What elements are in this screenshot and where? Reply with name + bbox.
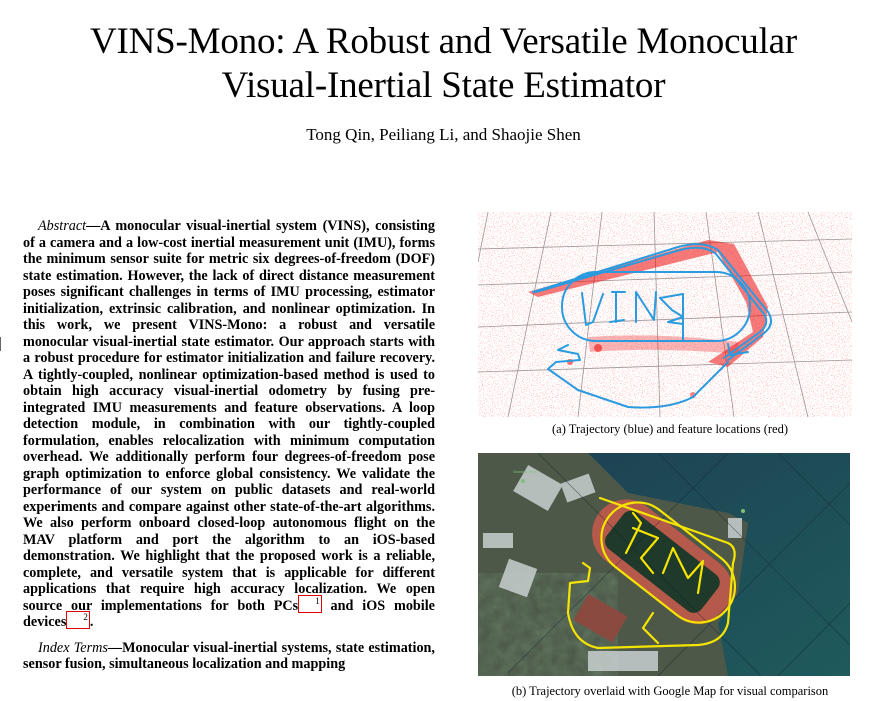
paper-title	[0, 20, 887, 108]
abstract-section	[23, 218, 435, 673]
title-line-1: VINS-Mono: A Robust and Versatile Monocular	[89, 21, 798, 62]
author-list: Tong Qin, Peiliang Li, and Shaojie Shen	[306, 125, 581, 144]
index-terms-label: Index Terms	[38, 639, 108, 656]
index-terms-paragraph	[23, 640, 435, 673]
satellite-map-graphic	[478, 453, 850, 676]
margin-mark	[0, 337, 4, 351]
figure-b-caption: (b) Trajectory overlaid with Google Map for visual comparison	[511, 684, 829, 698]
abstract-label: Abstract	[38, 218, 87, 234]
abstract-body-end: .	[89, 614, 94, 630]
svg-text:Outdoor Pool: Outdoor Pool	[513, 469, 537, 474]
figure-a-trajectory-plot	[478, 212, 852, 417]
index-terms-text: Monocular visual-inertial systems, state estimation, sensor fusion, simultaneous localization and mapping	[23, 639, 435, 672]
index-terms-dash: —	[107, 639, 123, 656]
abstract-paragraph	[23, 218, 435, 631]
footnote-link-1[interactable]: 1	[298, 595, 322, 613]
feature-points	[478, 212, 852, 417]
figure-a-caption: (a) Trajectory (blue) and feature locations (red)	[551, 422, 788, 436]
trajectory-plot-graphic	[478, 212, 852, 417]
abstract-dash: —	[86, 218, 101, 234]
abstract-body: A monocular visual-inertial system (VINS), consisting of a camera and a low-cost inertial measurement unit (IMU), forms the minimum sensor suite for metric six degrees-of-freedom (DOF) state estimation. However, the lack of direct distance measurement poses significant challenges in terms of IMU processing, estimator initialization, extrinsic calibration, and nonlinear optimization. In this work, we present VINS-Mono: a robust and versatile monocular visual-inertial state estimator. Our approach starts with a robust procedure for estimator initialization and failure recovery. A tightly-coupled, nonlinear optimization-based method is used to obtain high accuracy visual-inertial odometry by fusing pre-integrated IMU measurements and feature observations. A loop detection module, in combination with our tightly-coupled formulation, enables relocalization with minimum computation overhead. We additionally perform four degrees-of-freedom pose graph optimization to enforce global consistency. We validate the performance of our system on public datasets and real-world experiments and compare against other state-of-the-art algorithms. We also perform onboard closed-loop autonomous flight on the MAV platform and port the algorithm to an iOS-based demonstration. We highlight that the proposed work is a reliable, complete, and versatile system that is applicable for different applications that require high accuracy localization. We open source our implementations for both PCs	[23, 218, 435, 614]
figure-b-map-overlay	[478, 453, 850, 676]
footnote-link-2[interactable]: 2	[66, 611, 90, 629]
abstract-body-cont: and iOS mobile devices	[23, 597, 435, 630]
title-line-2: Visual-Inertial State Estimator	[221, 65, 666, 106]
